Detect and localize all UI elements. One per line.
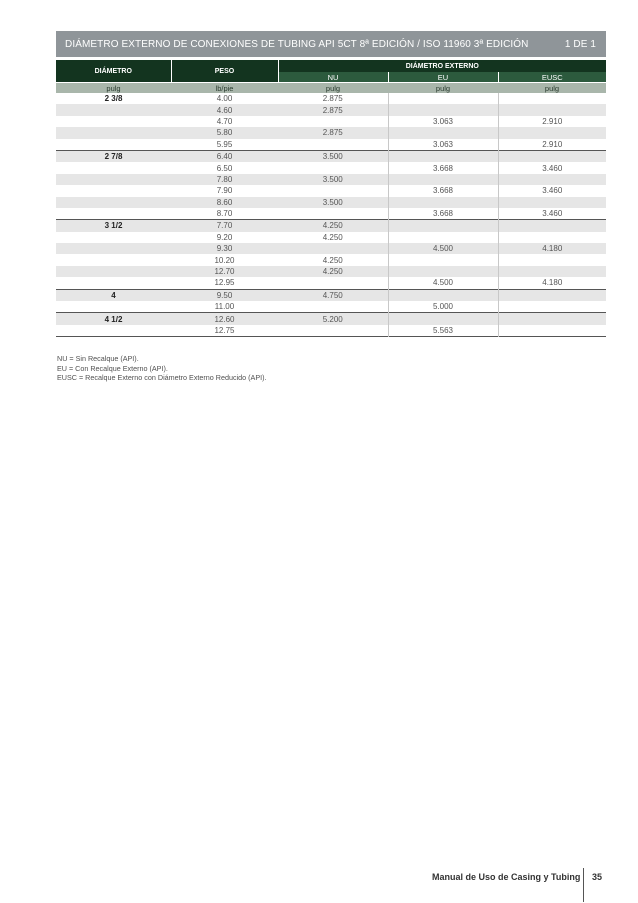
diametro-cell <box>56 116 171 127</box>
nu-cell <box>278 139 388 151</box>
table-row <box>56 243 606 254</box>
diametro-cell: 3 1/2 <box>56 220 171 232</box>
footnote: EUSC = Recalque Externo con Diámetro Externo Reducido (API). <box>57 373 267 383</box>
peso-cell: 9.30 <box>171 243 278 254</box>
table-title: DIÁMETRO EXTERNO DE CONEXIONES DE TUBING API 5CT 8ª EDICIÓN / ISO 11960 3ª EDICIÓN <box>65 38 529 50</box>
nu-cell <box>278 208 388 220</box>
table-row <box>56 232 606 243</box>
peso-cell: 7.90 <box>171 185 278 196</box>
diametro-cell <box>56 208 171 220</box>
table-row <box>56 266 606 277</box>
eusc-cell <box>498 127 606 138</box>
eu-cell <box>388 220 498 232</box>
diametro-cell <box>56 127 171 138</box>
table-row <box>56 289 606 301</box>
peso-cell: 9.20 <box>171 232 278 243</box>
peso-cell: 6.40 <box>171 150 278 162</box>
unit-cell: lb/pie <box>171 83 278 94</box>
diametro-cell <box>56 104 171 115</box>
manual-title: Manual de Uso de Casing y Tubing <box>432 872 581 882</box>
diametro-cell: 4 <box>56 289 171 301</box>
eu-cell: 3.668 <box>388 208 498 220</box>
eusc-cell <box>498 313 606 325</box>
diametro-cell <box>56 174 171 185</box>
page-number: 35 <box>592 872 603 882</box>
unit-cell: pulg <box>498 83 606 94</box>
nu-cell: 2.875 <box>278 93 388 104</box>
eusc-cell <box>498 174 606 185</box>
nu-cell <box>278 185 388 196</box>
footnotes <box>57 354 267 383</box>
eu-cell: 3.063 <box>388 116 498 127</box>
nu-cell: 4.250 <box>278 232 388 243</box>
peso-cell: 8.60 <box>171 197 278 208</box>
eu-cell <box>388 232 498 243</box>
peso-cell: 12.75 <box>171 325 278 337</box>
eusc-cell <box>498 220 606 232</box>
eu-cell <box>388 197 498 208</box>
col-header-eusc: EUSC <box>498 72 606 83</box>
col-header-eu: EU <box>388 72 498 83</box>
eusc-cell <box>498 266 606 277</box>
unit-cell: pulg <box>56 83 171 94</box>
table-row <box>56 208 606 220</box>
nu-cell: 4.250 <box>278 266 388 277</box>
eusc-cell: 2.910 <box>498 139 606 151</box>
nu-cell <box>278 277 388 289</box>
diametro-cell <box>56 243 171 254</box>
col-header-diametro: DIÁMETRO <box>56 60 171 83</box>
table-row <box>56 116 606 127</box>
table-row <box>56 150 606 162</box>
table-row <box>56 104 606 115</box>
nu-cell: 4.250 <box>278 254 388 265</box>
diametro-cell <box>56 232 171 243</box>
eu-cell <box>388 174 498 185</box>
eu-cell <box>388 127 498 138</box>
diametro-cell <box>56 301 171 313</box>
col-header-nu: NU <box>278 72 388 83</box>
page-indicator: 1 DE 1 <box>564 38 596 50</box>
nu-cell <box>278 325 388 337</box>
eusc-cell <box>498 93 606 104</box>
footer-divider <box>583 868 584 902</box>
table-row <box>56 313 606 325</box>
eu-cell: 3.063 <box>388 139 498 151</box>
table-row <box>56 301 606 313</box>
peso-cell: 11.00 <box>171 301 278 313</box>
table-row <box>56 127 606 138</box>
peso-cell: 12.60 <box>171 313 278 325</box>
table-row <box>56 174 606 185</box>
eu-cell <box>388 150 498 162</box>
nu-cell <box>278 301 388 313</box>
eu-cell: 5.563 <box>388 325 498 337</box>
table-row <box>56 277 606 289</box>
table-row <box>56 325 606 337</box>
eu-cell: 3.668 <box>388 185 498 196</box>
eu-cell: 4.500 <box>388 243 498 254</box>
nu-cell: 3.500 <box>278 150 388 162</box>
table-title-bar <box>56 31 606 57</box>
unit-cell: pulg <box>278 83 388 94</box>
eu-cell <box>388 266 498 277</box>
nu-cell: 5.200 <box>278 313 388 325</box>
nu-cell: 4.250 <box>278 220 388 232</box>
diametro-cell <box>56 185 171 196</box>
table-row <box>56 197 606 208</box>
diametro-cell: 2 7/8 <box>56 150 171 162</box>
peso-cell: 5.95 <box>171 139 278 151</box>
eu-cell: 4.500 <box>388 277 498 289</box>
eusc-cell <box>498 232 606 243</box>
peso-cell: 7.70 <box>171 220 278 232</box>
nu-cell <box>278 116 388 127</box>
peso-cell: 7.80 <box>171 174 278 185</box>
footnote: NU = Sin Recalque (API). <box>57 354 139 363</box>
nu-cell: 3.500 <box>278 174 388 185</box>
peso-cell: 9.50 <box>171 289 278 301</box>
table-row <box>56 220 606 232</box>
diametro-cell <box>56 325 171 337</box>
diametro-cell <box>56 197 171 208</box>
peso-cell: 8.70 <box>171 208 278 220</box>
eusc-cell: 3.460 <box>498 185 606 196</box>
eusc-cell <box>498 104 606 115</box>
footnote: EU = Con Recalque Externo (API). <box>57 363 168 373</box>
peso-cell: 12.70 <box>171 266 278 277</box>
table-row <box>56 254 606 265</box>
tubing-od-table <box>56 60 606 337</box>
diametro-cell <box>56 266 171 277</box>
nu-cell <box>278 162 388 173</box>
table-row <box>56 162 606 173</box>
diametro-cell: 2 3/8 <box>56 93 171 104</box>
peso-cell: 4.60 <box>171 104 278 115</box>
eusc-cell <box>498 150 606 162</box>
eusc-cell: 3.460 <box>498 208 606 220</box>
diametro-cell <box>56 139 171 151</box>
diametro-cell <box>56 254 171 265</box>
nu-cell: 4.750 <box>278 289 388 301</box>
eusc-cell: 4.180 <box>498 243 606 254</box>
eu-cell <box>388 289 498 301</box>
eusc-cell <box>498 301 606 313</box>
col-header-peso: PESO <box>171 60 278 83</box>
eusc-cell: 3.460 <box>498 162 606 173</box>
eu-cell <box>388 313 498 325</box>
table-body <box>56 93 606 337</box>
eusc-cell: 2.910 <box>498 116 606 127</box>
eu-cell: 5.000 <box>388 301 498 313</box>
diametro-cell <box>56 277 171 289</box>
peso-cell: 6.50 <box>171 162 278 173</box>
units-row <box>56 83 606 94</box>
peso-cell: 4.70 <box>171 116 278 127</box>
peso-cell: 5.80 <box>171 127 278 138</box>
table-row <box>56 93 606 104</box>
col-header-diametro-externo: DIÁMETRO EXTERNO <box>278 60 606 72</box>
eusc-cell <box>498 197 606 208</box>
nu-cell <box>278 243 388 254</box>
eu-cell <box>388 104 498 115</box>
eu-cell: 3.668 <box>388 162 498 173</box>
nu-cell: 2.875 <box>278 127 388 138</box>
eusc-cell: 4.180 <box>498 277 606 289</box>
peso-cell: 10.20 <box>171 254 278 265</box>
peso-cell: 12.95 <box>171 277 278 289</box>
eu-cell <box>388 93 498 104</box>
peso-cell: 4.00 <box>171 93 278 104</box>
unit-cell: pulg <box>388 83 498 94</box>
diametro-cell <box>56 162 171 173</box>
eusc-cell <box>498 325 606 337</box>
diametro-cell: 4 1/2 <box>56 313 171 325</box>
eusc-cell <box>498 254 606 265</box>
table-row <box>56 139 606 151</box>
table-row <box>56 185 606 196</box>
nu-cell: 2.875 <box>278 104 388 115</box>
eu-cell <box>388 254 498 265</box>
nu-cell: 3.500 <box>278 197 388 208</box>
eusc-cell <box>498 289 606 301</box>
